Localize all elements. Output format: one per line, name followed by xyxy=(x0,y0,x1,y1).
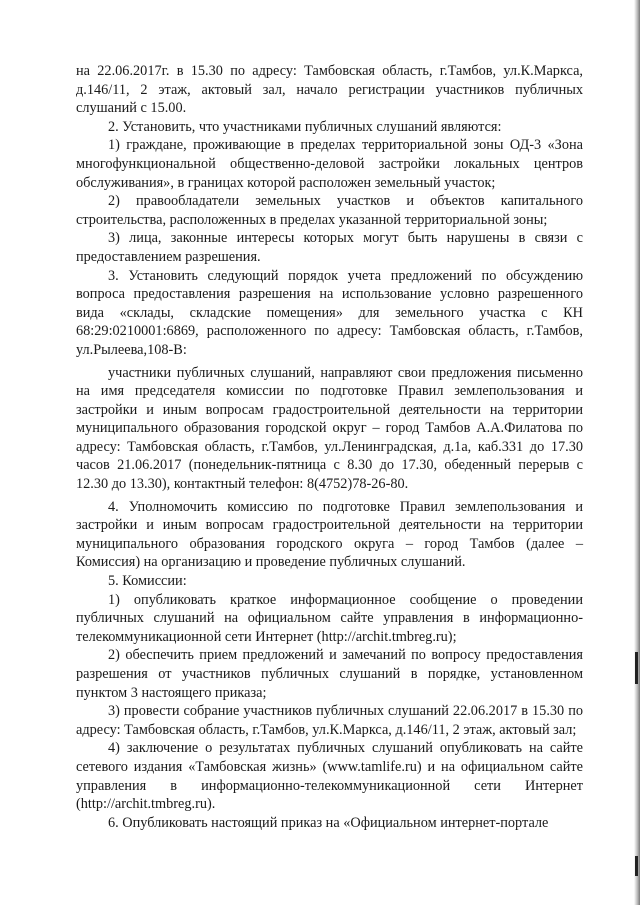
paragraph-subitem-5-3: 3) провести собрание участников публичных слушаний 22.06.2017 в 15.30 по адресу: Тамбовская область, г.Тамбов, ул.К.Маркса, д.146/11, 2 этаж, актовый зал; xyxy=(76,703,583,738)
paragraph-item-2: 2. Установить, что участниками публичных слушаний являются: xyxy=(108,118,502,135)
paragraph-subitem-5-2: 2) обеспечить прием предложений и замечаний по вопросу предоставления разрешения от участников публичных слушаний в порядке, установленном пунктом 3 настоящего приказа; xyxy=(76,647,583,701)
paragraph-item-3: 3. Установить следующий порядок учета предложений по обсуждению вопроса предоставления разрешения на использование условно разрешенного вида «склады, складские помещения» для земельного участка с КН 68:29:0210001:6869, расположенного по адресу: Тамбовская область, г.Тамбов, ул.Рылеева,108-В: xyxy=(76,267,583,358)
paragraph-subitem-5-1: 1) опубликовать краткое информационное сообщение о проведении публичных слушаний на официальном сайте управления в информационно-телекоммуникационной сети Интернет (http://archit.tmbreg.ru); xyxy=(76,591,583,645)
document-body xyxy=(76,62,583,832)
paragraph-subitem-5-4: 4) заключение о результатах публичных слушаний опубликовать на сайте сетевого издания «Тамбовская жизнь» (www.tamlife.ru) и на официальном сайте управления в информационно-телекоммуникационной сети Интернет (http://archit.tmbreg.ru). xyxy=(76,740,583,813)
page-edge-shadow xyxy=(634,0,640,905)
paragraph-subitem-2-1: 1) граждане, проживающие в пределах территориальной зоны ОД-3 «Зона многофункциональной общественно-деловой застройки локальных центров обслуживания», в границах которой расположен земельный участок; xyxy=(76,137,583,191)
paragraph-item-6: 6. Опубликовать настоящий приказ на «Официальном интернет-портале xyxy=(108,814,549,831)
paragraph-item-5: 5. Комиссии: xyxy=(108,573,187,590)
scan-mark xyxy=(635,652,638,684)
paragraph-item-3-body: участники публичных слушаний, направляют свои предложения письменно на имя председателя комиссии по подготовке Правил землепользования и застройки и иным вопросам градостроительной деятельности на территории муниципального образования городской округ – город Тамбов А.А.Филатова по адресу: Тамбовская область, г.Тамбов, ул.Ленинградская, д.1а, каб.331 до 17.30 часов 21.06.2017 (понедельник-пятница с 8.30 до 17.30, обеденный перерыв с 12.30 до 13.30), контактный телефон: 8(4752)78-26-80. xyxy=(76,364,583,493)
paragraph-subitem-2-3: 3) лица, законные интересы которых могут быть нарушены в связи с предоставлением разрешения. xyxy=(76,230,583,265)
paragraph-continuation: на 22.06.2017г. в 15.30 по адресу: Тамбовская область, г.Тамбов, ул.К.Маркса, д.146/11, 2 этаж, актовый зал, начало регистрации участников публичных слушаний с 15.00. xyxy=(76,63,583,117)
paragraph-subitem-2-2: 2) правообладатели земельных участков и объектов капитального строительства, расположенных в пределах указанной территориальной зоны; xyxy=(76,193,583,228)
paragraph-item-4: 4. Уполномочить комиссию по подготовке Правил землепользования и застройки и иным вопросам градостроительной деятельности на территории муниципального образования городского округа – город Тамбов (далее – Комиссия) на организацию и проведение публичных слушаний. xyxy=(76,498,583,571)
scan-mark xyxy=(635,856,638,876)
